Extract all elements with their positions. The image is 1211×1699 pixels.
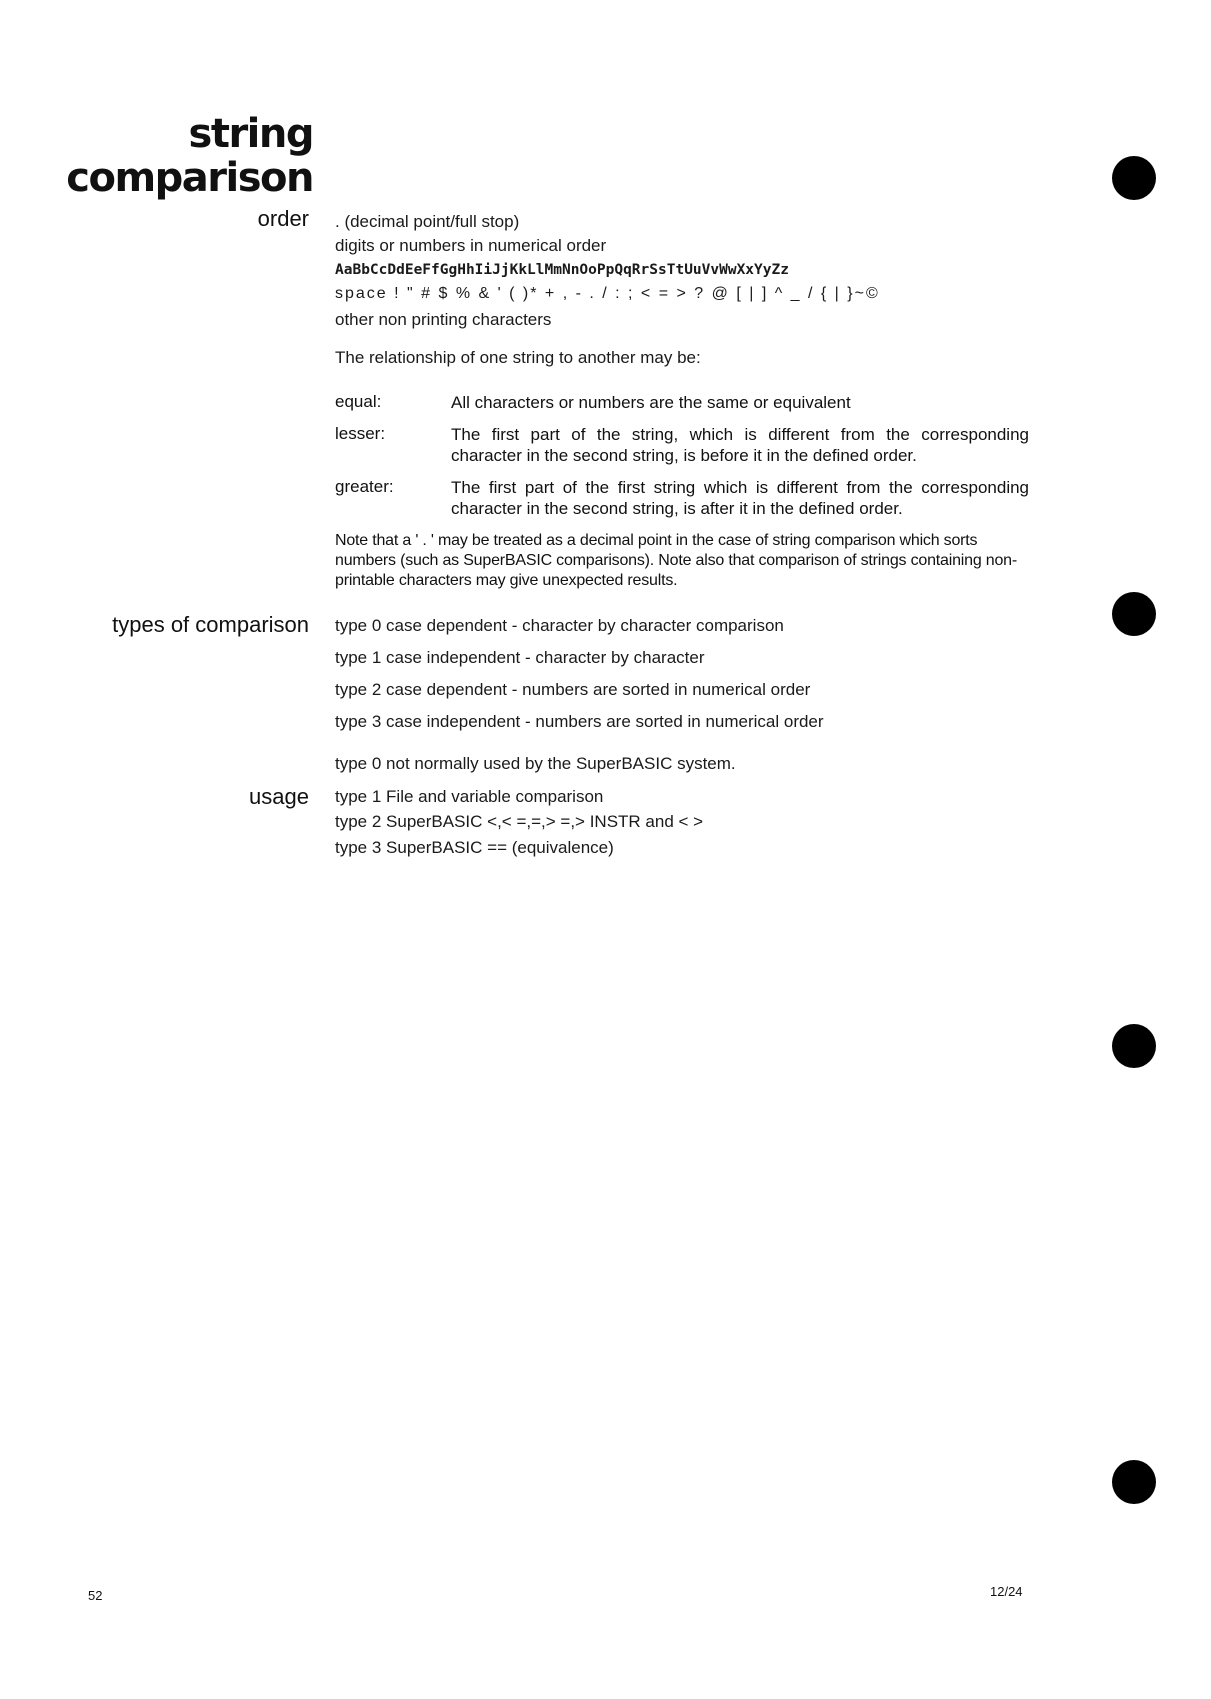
usage-type-0: type 0 not normally used by the SuperBASIC system. <box>335 754 736 773</box>
usage-type-1: type 1 File and variable comparison <box>335 787 604 806</box>
usage-label: usage <box>249 784 309 809</box>
binder-hole-4 <box>1112 1460 1156 1504</box>
term-equal: equal: <box>335 392 382 411</box>
order-line-digits: digits or numbers in numerical order <box>335 236 607 255</box>
order-label: order <box>257 206 309 231</box>
binder-hole-2 <box>1112 592 1156 636</box>
order-line-decimal: . (decimal point/full stop) <box>335 212 520 231</box>
type-1-description: type 1 case independent - character by character <box>335 648 705 667</box>
definition-greater: The first part of the first string which is different from the corresponding character in the second string, is after it in the defined order. <box>451 478 1029 518</box>
binder-hole-3 <box>1112 1024 1156 1068</box>
type-3-description: type 3 case independent - numbers are sorted in numerical order <box>335 712 824 731</box>
type-2-description: type 2 case dependent - numbers are sorted in numerical order <box>335 680 811 699</box>
footer-date: 12/24 <box>990 1584 1023 1599</box>
relationship-intro: The relationship of one string to another may be: <box>335 348 701 367</box>
order-line-letters: AaBbCcDdEeFfGgHhIiJjKkLlMmNnOoPpQqRrSsTtUuVvWwXxYyZz <box>335 262 789 278</box>
types-label: types of comparison <box>112 612 309 637</box>
definition-equal: All characters or numbers are the same or equivalent <box>451 393 851 412</box>
page-title-line1: string <box>188 111 313 157</box>
relationship-note: Note that a ' . ' may be treated as a decimal point in the case of string comparison which sorts numbers (such as SuperBASIC comparisons). Note also that comparison of strings containing non-printable characters may give unexpected results. <box>335 532 1017 589</box>
binder-hole-1 <box>1112 156 1156 200</box>
definition-lesser: The first part of the string, which is different from the corresponding character in the second string, is before it in the defined order. <box>451 425 1029 465</box>
term-greater: greater: <box>335 477 394 496</box>
usage-type-2: type 2 SuperBASIC <,< =,=,> =,> INSTR and < > <box>335 812 704 831</box>
page-title-line2: comparison <box>66 155 313 201</box>
usage-type-3: type 3 SuperBASIC == (equivalence) <box>335 838 614 857</box>
type-0-description: type 0 case dependent - character by character comparison <box>335 616 784 635</box>
page-number: 52 <box>88 1588 103 1603</box>
term-lesser: lesser: <box>335 424 386 443</box>
order-line-symbols: space ! " # $ % & ' ( )* + , - . / : ; < = > ? @ [ | ] ^ _ / { | }~© <box>335 285 880 302</box>
order-line-nonprinting: other non printing characters <box>335 310 552 329</box>
